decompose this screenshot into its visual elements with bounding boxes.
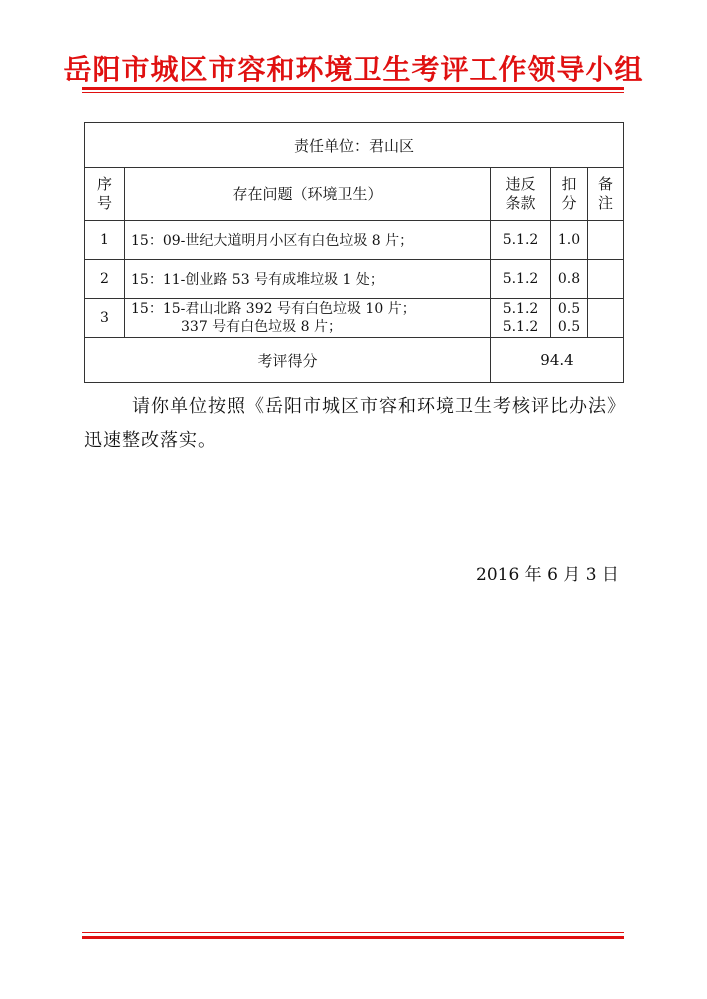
footer-divider-thick — [82, 936, 624, 939]
row-seq: 2 — [85, 260, 125, 299]
header-divider-thin — [82, 92, 624, 93]
row-seq: 1 — [85, 221, 125, 260]
document-title: 岳阳市城区市容和环境卫生考评工作领导小组 — [63, 53, 644, 86]
row-deduct: 0.8 — [551, 260, 588, 299]
row-clause: 5.1.2 — [491, 221, 551, 260]
row-deduct: 1.0 — [551, 221, 588, 260]
row-issue: 15：09-世纪大道明月小区有白色垃圾 8 片； — [125, 221, 491, 260]
row-note — [588, 260, 624, 299]
col-issue-header: 存在问题（环境卫生） — [125, 168, 491, 221]
table-row — [85, 260, 624, 299]
row-seq: 3 — [85, 299, 125, 338]
row-note — [588, 221, 624, 260]
instruction-line-2: 迅速整改落实。 — [84, 430, 217, 451]
total-score: 94.4 — [491, 338, 624, 383]
instruction-line-1: 请你单位按照《岳阳市城区市容和环境卫生考核评比办法》 — [132, 396, 626, 417]
col-deduct-header: 扣 分 — [551, 168, 588, 221]
footer-divider-thin — [82, 932, 624, 933]
table-row — [85, 221, 624, 260]
total-row — [85, 338, 624, 383]
header-divider-thick — [82, 87, 624, 90]
row-clause: 5.1.2 — [491, 260, 551, 299]
header-row — [85, 168, 624, 221]
row-issue: 15：11-创业路 53 号有成堆垃圾 1 处； — [125, 260, 491, 299]
row-issue: 15：15-君山北路 392 号有白色垃圾 10 片； 337 号有白色垃圾 8 片； — [125, 299, 491, 338]
issue-date: 2016 年 6 月 3 日 — [476, 565, 619, 585]
col-note-header: 备 注 — [588, 168, 624, 221]
row-note — [588, 299, 624, 338]
total-label: 考评得分 — [85, 338, 491, 383]
row-clause: 5.1.2 5.1.2 — [491, 299, 551, 338]
row-deduct: 0.5 0.5 — [551, 299, 588, 338]
col-seq-header: 序 号 — [85, 168, 125, 221]
responsible-unit: 责任单位：君山区 — [85, 123, 624, 168]
unit-row — [85, 123, 624, 168]
col-clause-header: 违反 条款 — [491, 168, 551, 221]
table-row — [85, 299, 624, 338]
inspection-table — [84, 122, 624, 383]
